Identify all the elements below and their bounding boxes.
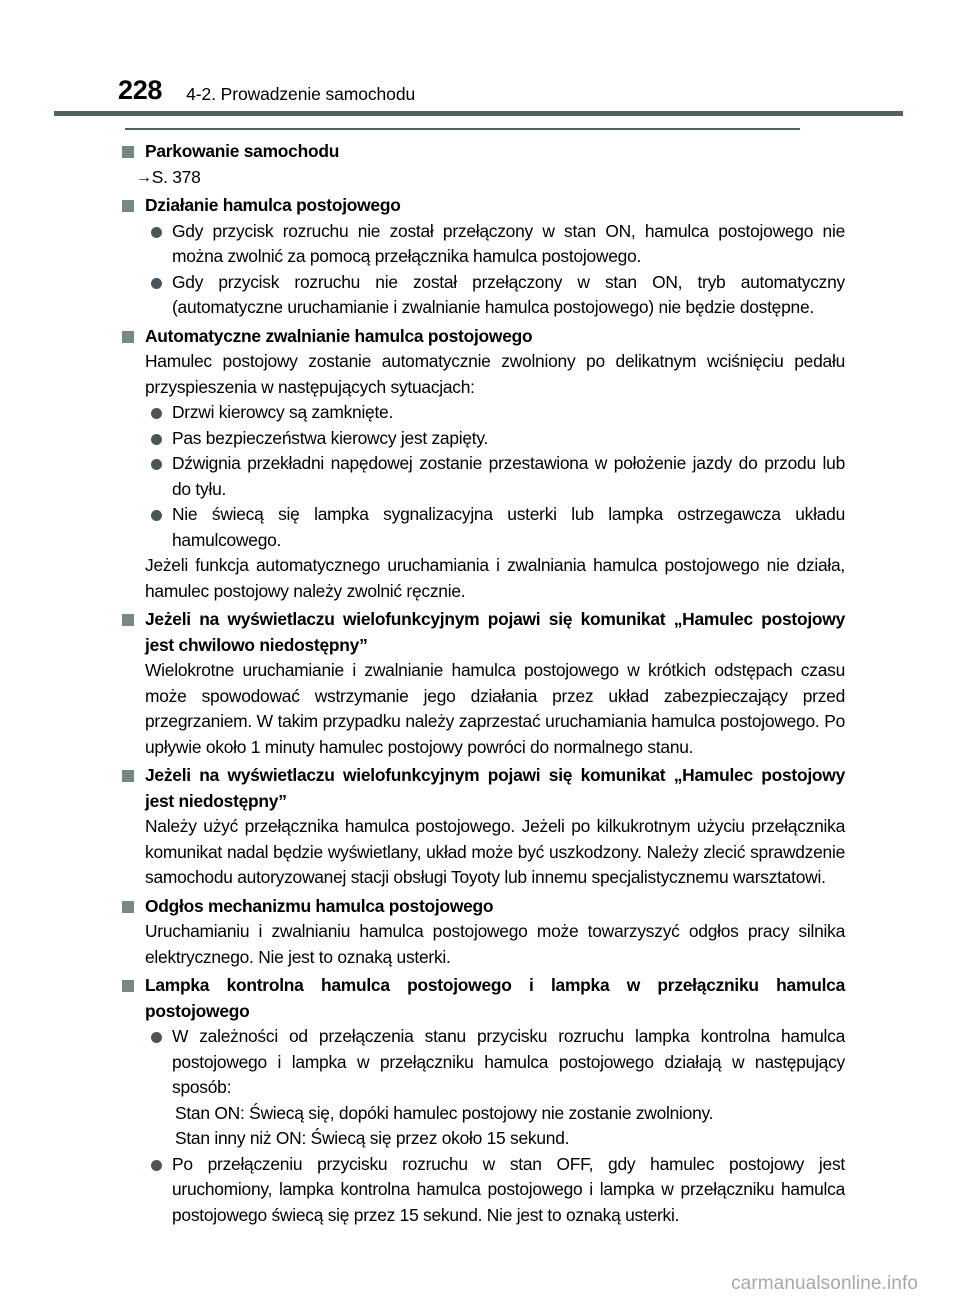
square-bullet-icon <box>122 770 134 782</box>
page-header <box>0 64 960 104</box>
list-item-text: W zależności od przełączenia stanu przycisku rozruchu lampka kontrolna hamulca postojowego i lampka w przełączniku hamulca postojowego działają w następujący sposób: <box>172 1026 845 1097</box>
site-watermark: carmanualsonline.info <box>731 1273 918 1294</box>
section-paragraph: Jeżeli funkcja automatycznego uruchamiania i zwalniania hamulca postojowego nie działa, hamulec postojowy należy zwolnić ręcznie. <box>145 555 845 601</box>
square-bullet-icon <box>122 980 134 992</box>
section-paragraph: Wielokrotne uruchamianie i zwalnianie hamulca postojowego w krótkich odstępach czasu może spowodować wstrzymanie jego działania przez układ zabezpieczający przed przegrzaniem. W takim przypadku należy zaprzestać uruchamiania hamulca postojowego. Po upływie około 1 minuty hamulec postojowy powróci do normalnego stanu. <box>145 660 845 757</box>
section-heading-text: Lampka kontrolna hamulca postojowego i lampka w przełączniku hamulca postojowego <box>145 975 845 1021</box>
round-bullet-icon <box>151 1160 162 1171</box>
list-item <box>0 451 960 502</box>
section-heading <box>0 763 960 814</box>
list-item <box>0 219 960 270</box>
state-other-line: Stan inny niż ON: Świecą się przez około 15 sekund. <box>175 1128 570 1148</box>
section-heading <box>0 973 960 1024</box>
list-item-text: Drzwi kierowcy są zamknięte. <box>172 402 394 422</box>
round-bullet-icon <box>151 459 162 470</box>
section-dzialanie-hamulca <box>0 193 960 321</box>
list-item <box>0 400 960 426</box>
cross-reference <box>0 165 960 191</box>
square-bullet-icon <box>122 331 134 343</box>
section-heading <box>0 193 960 219</box>
section-heading-text: Jeżeli na wyświetlaczu wielofunkcyjnym pojawi się komunikat „Hamulec postojowy jest chwilowo niedostępny” <box>145 609 845 655</box>
round-bullet-icon <box>151 510 162 521</box>
section-paragraph: Hamulec postojowy zostanie automatycznie zwolniony po delikatnym wciśnięciu pedału przyspieszenia w następujących sytuacjach: <box>145 351 845 397</box>
page-content <box>0 136 960 1228</box>
section-paragraph: Uruchamianiu i zwalnianiu hamulca postojowego może towarzyszyć odgłos pracy silnika elektrycznego. Nie jest to oznaką usterki. <box>145 921 845 967</box>
square-bullet-icon <box>122 614 134 626</box>
round-bullet-icon <box>151 227 162 238</box>
section-automatyczne-zwalnianie <box>0 324 960 605</box>
list-item-text: Po przełączeniu przycisku rozruchu w stan OFF, gdy hamulec postojowy jest uruchomiony, lampka kontrolna hamulca postojowego i lampka w przełączniku hamulca postojowego świecą się przez 15 sekund. Nie jest to oznaką usterki. <box>172 1153 845 1225</box>
section-paragraph: Należy użyć przełącznika hamulca postojowego. Jeżeli po kilkukrotnym użyciu przełącznika komunikat nadal będzie wyświetlany, układ może być uszkodzony. Należy zlecić sprawdzenie samochodu autoryzowanej stacji obsługi Toyoty lub innemu specjalistycznemu warsztatowi. <box>145 816 845 887</box>
section-heading <box>0 894 960 920</box>
square-bullet-icon <box>122 146 134 158</box>
section-heading-text: Parkowanie samochodu <box>145 141 340 161</box>
header-rule-thin <box>125 128 800 130</box>
arrow-right-icon: → <box>136 168 152 186</box>
section-heading-text: Działanie hamulca postojowego <box>145 195 401 215</box>
section-lampka-kontrolna <box>0 973 960 1228</box>
square-bullet-icon <box>122 200 134 212</box>
list-item <box>0 270 960 321</box>
section-heading <box>0 607 960 658</box>
section-komunikat-niedostepny <box>0 763 960 891</box>
section-heading <box>0 139 960 165</box>
section-parkowanie <box>0 139 960 190</box>
chapter-title: 4-2. Prowadzenie samochodu <box>186 83 416 104</box>
section-heading-text: Automatyczne zwalnianie hamulca postojowego <box>145 325 533 346</box>
section-odglos-mechanizmu <box>0 894 960 971</box>
section-heading-text: Odgłos mechanizmu hamulca postojowego <box>145 895 494 916</box>
page-number: 228 <box>118 75 163 105</box>
section-heading-text: Jeżeli na wyświetlaczu wielofunkcyjnym pojawi się komunikat „Hamulec postojowy jest niedostępny” <box>145 765 845 811</box>
list-item <box>0 426 960 452</box>
section-heading <box>0 324 960 350</box>
round-bullet-icon <box>151 1032 162 1043</box>
section-komunikat-chwilowo-niedostepny <box>0 607 960 760</box>
list-item <box>0 502 960 553</box>
header-rule-thick <box>54 111 903 116</box>
list-item-text: Dźwignia przekładni napędowej zostanie przestawiona w położenie jazdy do przodu lub do tyłu. <box>172 453 845 499</box>
round-bullet-icon <box>151 434 162 445</box>
list-item <box>0 1024 960 1101</box>
list-item-text: Pas bezpieczeństwa kierowcy jest zapięty. <box>172 427 489 448</box>
state-on-line: Stan ON: Świecą się, dopóki hamulec postojowy nie zostanie zwolniony. <box>175 1102 714 1123</box>
list-item <box>0 1152 960 1229</box>
square-bullet-icon <box>122 901 134 913</box>
round-bullet-icon <box>151 408 162 419</box>
list-item-text: Gdy przycisk rozruchu nie został przełączony w stan ON, hamulca postojowego nie można zwolnić za pomocą przełącznika hamulca postojowego. <box>172 220 845 266</box>
list-item-text: Gdy przycisk rozruchu nie został przełączony w stan ON, tryb automatyczny (automatyczne uruchamianie i zwalnianie hamulca postojowego) nie będzie dostępne. <box>172 271 845 317</box>
round-bullet-icon <box>151 278 162 289</box>
cross-reference-text: S. 378 <box>151 166 201 187</box>
list-item-text: Nie świecą się lampka sygnalizacyjna usterki lub lampka ostrzegawcza układu hamulcowego. <box>172 504 845 550</box>
